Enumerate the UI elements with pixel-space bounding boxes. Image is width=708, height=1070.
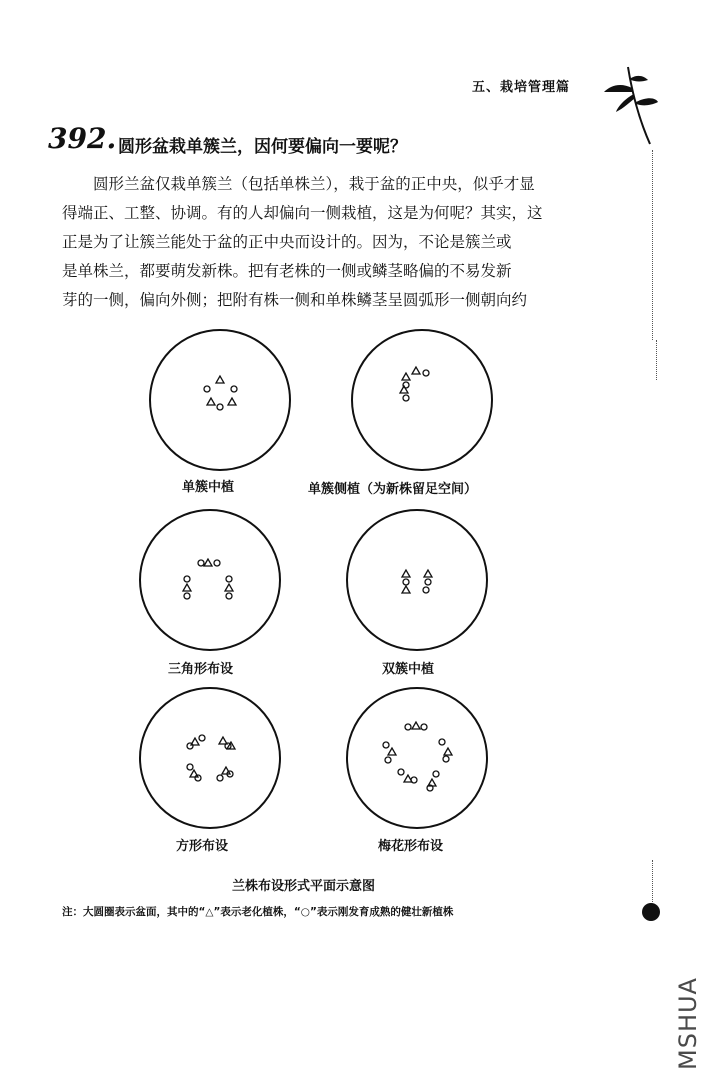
plant-cluster <box>187 735 235 781</box>
planting-diagram-svg <box>130 318 530 878</box>
paragraph-line: 正是为了让簇兰能处于盆的正中央而设计的。因为，不论是簇兰或 <box>62 233 512 251</box>
caption-triangle: 三角形布设 <box>168 662 234 677</box>
pot-circle-double-center <box>347 510 487 650</box>
plant-cluster <box>383 722 452 791</box>
right-margin-dotted-line <box>652 860 653 902</box>
caption-square: 方形布设 <box>176 839 229 854</box>
watermark <box>672 886 702 1070</box>
question-title: 圆形盆栽单簇兰，因何要偏向一要呢？ <box>118 137 407 157</box>
body-paragraph <box>62 170 602 315</box>
plant-cluster <box>402 570 432 593</box>
caption-single-side: 单簇侧植（为新株留足空间） <box>308 482 478 497</box>
paragraph-line: 圆形兰盆仅栽单簇兰（包括单株兰），栽于盆的正中央，似乎才显 <box>93 175 535 193</box>
right-margin-dotted-line <box>652 150 653 340</box>
paragraph-line: 得端正、工整、协调。有的人却偏向一侧栽植，这是为何呢？其实，这 <box>62 204 543 222</box>
pot-circle-square <box>140 688 280 828</box>
figure-title: 兰株布设形式平面示意图 <box>232 879 376 894</box>
question-number: 392. <box>48 122 117 155</box>
pot-circle-plum <box>347 688 487 828</box>
caption-double-center: 双簇中植 <box>382 662 435 677</box>
planting-diagram <box>130 318 530 878</box>
pot-circle-triangle <box>140 510 280 650</box>
caption-single-center: 单簇中植 <box>182 480 235 495</box>
figure-note: 注：大圆圈表示盆面，其中的“△”表示老化植株，“○”表示刚发育成熟的健壮新植株 <box>62 906 454 918</box>
section-header: 五、栽培管理篇 <box>472 80 571 95</box>
plant-cluster <box>204 376 237 410</box>
pot-circle-single-side <box>352 330 492 470</box>
plant-cluster <box>400 367 429 401</box>
pot-circle-single-center <box>150 330 290 470</box>
page-marker-icon <box>642 903 660 921</box>
paragraph-line: 是单株兰，都要萌发新株。把有老株的一侧或鳞茎略偏的不易发新 <box>62 262 512 280</box>
caption-plum: 梅花形布设 <box>378 839 444 854</box>
right-margin-dotted-line <box>656 340 657 380</box>
paragraph-line: 芽的一侧，偏向外侧；把附有株一侧和单株鳞茎呈圆弧形一侧朝向约 <box>62 291 528 309</box>
orchid-branch-icon <box>598 62 658 147</box>
plant-cluster <box>183 559 233 599</box>
watermark-text: MSHUA <box>674 977 702 1070</box>
